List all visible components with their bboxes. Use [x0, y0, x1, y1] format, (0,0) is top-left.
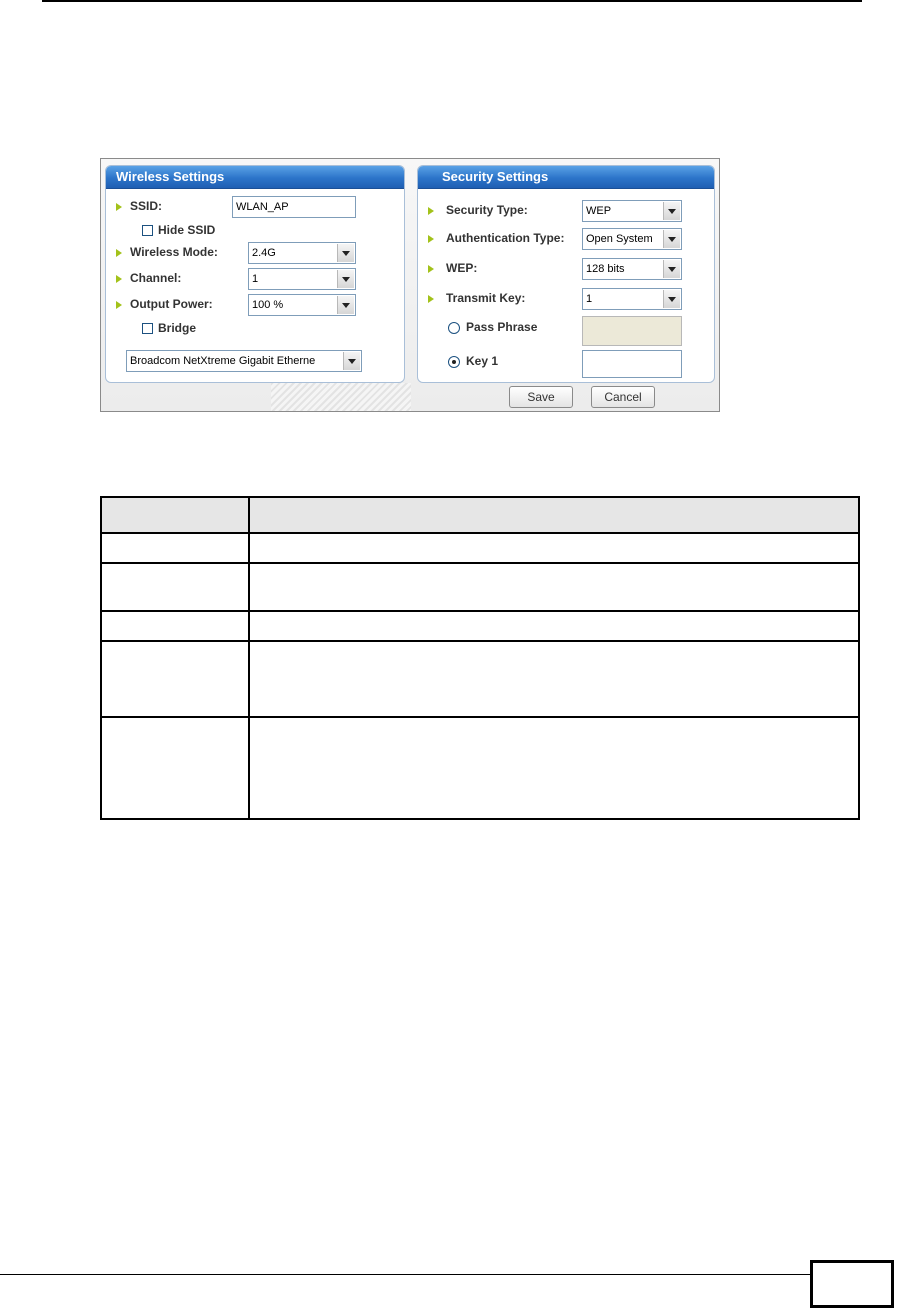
security-settings-title: Security Settings: [418, 166, 714, 189]
bullet-arrow-icon: [428, 235, 434, 243]
output-power-row: [106, 294, 404, 316]
channel-row: [106, 268, 404, 290]
page-number-box: [810, 1260, 894, 1308]
table-row: [101, 641, 859, 717]
bullet-arrow-icon: [116, 275, 122, 283]
table-cell: [249, 611, 859, 641]
chevron-down-icon: [663, 290, 680, 308]
chevron-down-icon: [343, 352, 360, 370]
bullet-arrow-icon: [428, 207, 434, 215]
security-settings-panel: [417, 165, 715, 383]
bullet-arrow-icon: [428, 265, 434, 273]
wep-row: [418, 258, 714, 280]
auth-type-select[interactable]: Open System: [582, 228, 682, 250]
key1-label: Key 1: [466, 354, 499, 368]
auth-type-label: Authentication Type:: [446, 231, 565, 245]
bullet-arrow-icon: [116, 301, 122, 309]
key1-input[interactable]: [582, 350, 682, 378]
ssid-input[interactable]: WLAN_AP: [232, 196, 356, 218]
ssid-row: [106, 196, 404, 218]
table-cell: [101, 533, 249, 563]
hide-ssid-checkbox[interactable]: [142, 225, 153, 236]
table-cell: [101, 563, 249, 611]
transmit-key-select[interactable]: 1: [582, 288, 682, 310]
pass-phrase-input[interactable]: [582, 316, 682, 346]
bullet-arrow-icon: [116, 249, 122, 257]
output-power-select[interactable]: 100 %: [248, 294, 356, 316]
ssid-label: SSID:: [130, 199, 163, 213]
bridge-checkbox[interactable]: [142, 323, 153, 334]
wep-select[interactable]: 128 bits: [582, 258, 682, 280]
pass-phrase-row: [418, 316, 714, 348]
description-table: [100, 496, 860, 820]
channel-select[interactable]: 1: [248, 268, 356, 290]
chevron-down-icon: [337, 270, 354, 288]
key1-radio[interactable]: [448, 356, 460, 368]
save-button[interactable]: Save: [509, 386, 573, 408]
table-cell: [249, 563, 859, 611]
bridge-label: Bridge: [158, 321, 197, 335]
wep-label: WEP:: [446, 261, 478, 275]
table-cell: [101, 717, 249, 819]
chevron-down-icon: [337, 296, 354, 314]
table-row: [101, 611, 859, 641]
transmit-key-label: Transmit Key:: [446, 291, 526, 305]
table-row: [101, 717, 859, 819]
auth-type-row: [418, 228, 714, 250]
table-row: [101, 563, 859, 611]
channel-label: Channel:: [130, 271, 182, 285]
chevron-down-icon: [337, 244, 354, 262]
table-header-row: [101, 497, 859, 533]
table-row: [101, 533, 859, 563]
wireless-mode-label: Wireless Mode:: [130, 245, 218, 259]
table-cell: [249, 641, 859, 717]
bullet-arrow-icon: [428, 295, 434, 303]
output-power-label: Output Power:: [130, 297, 213, 311]
wireless-settings-title: Wireless Settings: [106, 166, 404, 189]
pass-phrase-radio[interactable]: [448, 322, 460, 334]
table-cell: [101, 611, 249, 641]
wireless-mode-row: [106, 242, 404, 264]
transmit-key-row: [418, 288, 714, 310]
table-cell: [249, 717, 859, 819]
key1-row: [418, 350, 714, 382]
hide-ssid-label: Hide SSID: [158, 223, 216, 237]
table-cell: [101, 641, 249, 717]
wireless-mode-select[interactable]: 2.4G: [248, 242, 356, 264]
hide-ssid-row: [106, 220, 404, 242]
security-type-row: [418, 200, 714, 222]
chevron-down-icon: [663, 230, 680, 248]
wireless-settings-panel: [105, 165, 405, 383]
footer-rule: [0, 1274, 810, 1275]
bridge-row: [106, 318, 404, 340]
table-header-cell: [101, 497, 249, 533]
security-type-select[interactable]: WEP: [582, 200, 682, 222]
chevron-down-icon: [663, 260, 680, 278]
pass-phrase-label: Pass Phrase: [466, 320, 538, 334]
table-cell: [249, 533, 859, 563]
security-type-label: Security Type:: [446, 203, 528, 217]
cancel-button[interactable]: Cancel: [591, 386, 655, 408]
chevron-down-icon: [663, 202, 680, 220]
bullet-arrow-icon: [116, 203, 122, 211]
table-header-cell: [249, 497, 859, 533]
wireless-config-screenshot: [100, 158, 720, 412]
background-hatch: [271, 383, 411, 412]
network-adapter-select[interactable]: Broadcom NetXtreme Gigabit Etherne: [126, 350, 362, 372]
header-rule: [42, 0, 862, 2]
